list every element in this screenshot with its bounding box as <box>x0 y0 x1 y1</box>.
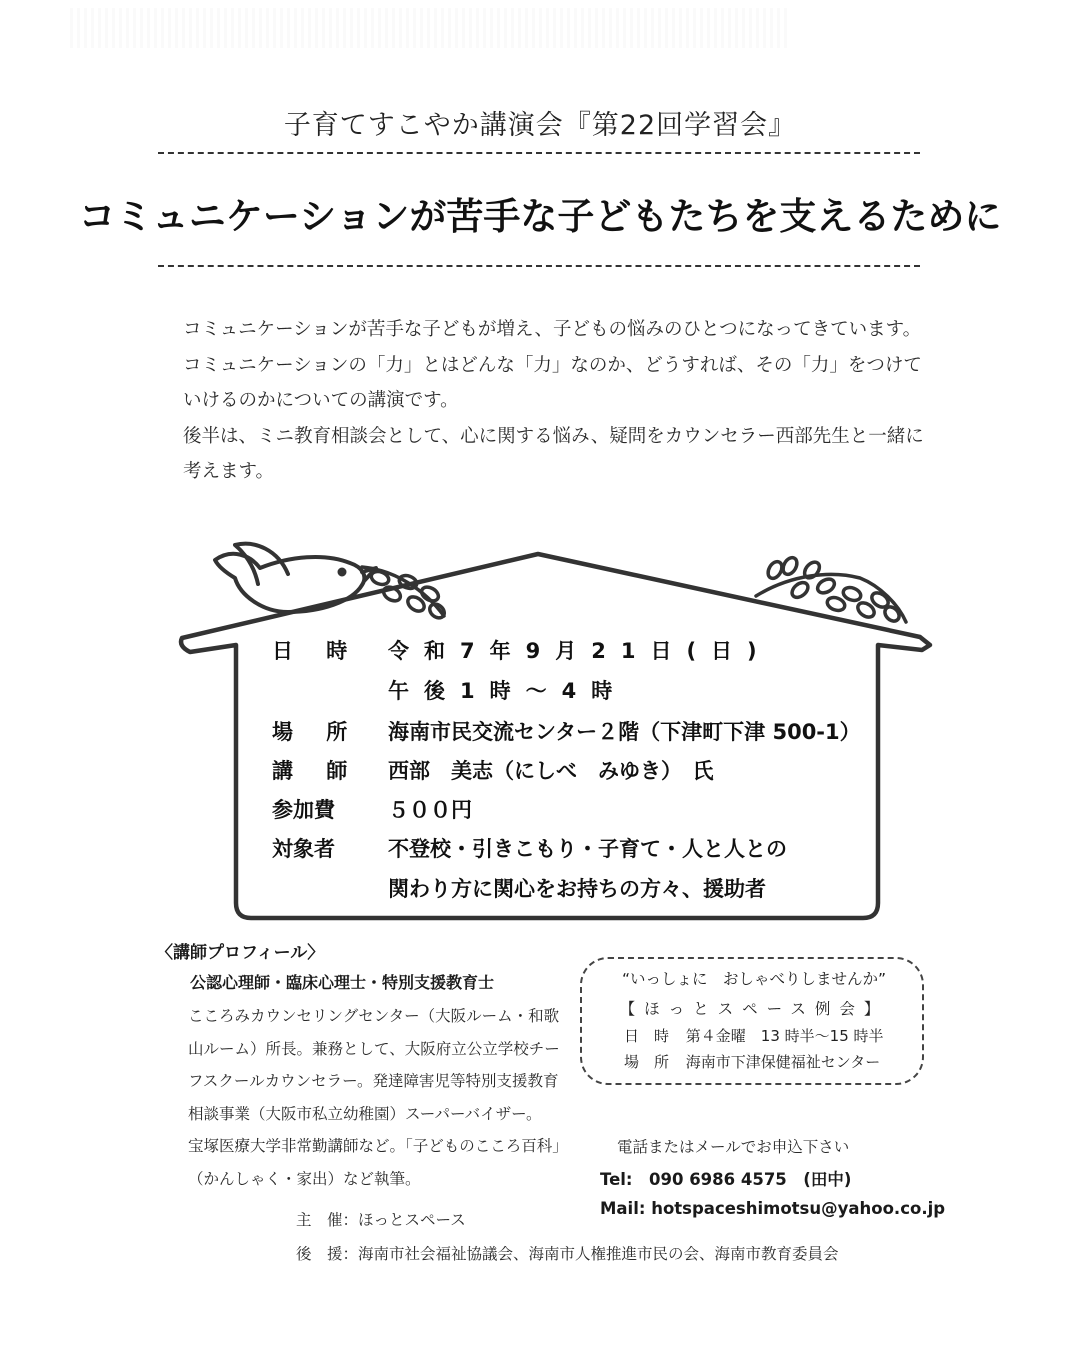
supporters: 後 援：海南市社会福祉協議会、海南市人権推進市民の会、海南市教育委員会 <box>296 1245 839 1263</box>
fee-value: ５００円 <box>388 798 472 822</box>
contact-intro: 電話またはメールでお申込下さい <box>617 1138 850 1156</box>
hotspace-meeting-box <box>580 957 924 1085</box>
divider-bottom <box>158 265 920 267</box>
organizer: 主 催：ほっとスペース <box>296 1211 466 1229</box>
target-value-line1: 不登校・引きこもり・子育て・人と人との <box>388 837 787 861</box>
target-value-line2: 関わり方に関心をお持ちの方々、援助者 <box>388 877 766 901</box>
intro-text <box>183 312 924 490</box>
intro-line: 考えます。 <box>183 461 275 482</box>
intro-line: 後半は、ミニ教育相談会として、心に関する悩み、疑問をカウンセラー西部先生と一緒に <box>183 425 924 447</box>
profile-line: こころみカウンセリングセンター（大阪ルーム・和歌 <box>188 1007 560 1025</box>
intro-line: コミュニケーションの「力」とはどんな「力」なのか、どうすれば、その「力」をつけて <box>183 354 922 376</box>
profile-line: 宝塚医療大学非常勤講師など。「子どものこころ百科」 <box>188 1137 568 1155</box>
page-title: コミュニケーションが苦手な子どもたちを支えるために <box>78 195 1002 238</box>
hotspace-tagline: “いっしょに おしゃべりしませんか” <box>621 970 887 988</box>
target-label: 対象者 <box>272 837 335 861</box>
hotspace-datetime-value: 第４金曜 13 時半～15 時半 <box>685 1027 884 1045</box>
profile-qualifications: 公認心理師・臨床心理士・特別支援教育士 <box>190 973 495 992</box>
date-value: 令和7年9月21日(日) <box>388 639 772 663</box>
scan-noise <box>70 8 790 48</box>
intro-line: いけるのかについての講演です。 <box>183 390 459 411</box>
profile-line: （かんしゃく・家出）など執筆。 <box>188 1169 421 1188</box>
profile-text <box>188 1000 573 1195</box>
profile-heading: 〈講師プロフィール〉 <box>156 943 325 963</box>
contact-tel: Tel: 090 6986 4575 (田中) <box>600 1170 852 1189</box>
hotspace-place-value: 海南市下津保健福祉センター <box>685 1053 881 1071</box>
time-value: 午後1時～4時 <box>388 679 628 703</box>
place-value: 海南市民交流センター２階（下津町下津 500-1） <box>388 720 861 744</box>
hotspace-name: 【ほっとスペース例会】 <box>619 1000 889 1018</box>
hotspace-datetime-label: 日 時 <box>624 1027 670 1045</box>
profile-line: フスクールカウンセラー。発達障害児等特別支援教育 <box>188 1072 559 1090</box>
lecturer-value: 西部 美志（にしべ みゆき） 氏 <box>388 759 714 783</box>
datetime-label: 日 時 <box>272 639 361 663</box>
contact-mail: Mail: hotspaceshimotsu@yahoo.co.jp <box>600 1199 946 1218</box>
profile-line: 山ルーム）所長。兼務として、大阪府立公立学校チー <box>188 1039 560 1058</box>
profile-line: 相談事業（大阪市私立幼稚園）スーパーバイザー。 <box>188 1104 542 1123</box>
place-label: 場 所 <box>272 720 361 744</box>
lecturer-label: 講 師 <box>272 759 361 783</box>
divider-top <box>158 152 920 154</box>
event-subtitle: 子育てすこやか講演会『第22回学習会』 <box>283 110 797 141</box>
intro-line: コミュニケーションが苦手な子どもが増え、子どもの悩みのひとつになってきています。 <box>183 319 922 340</box>
hotspace-place <box>624 1051 880 1072</box>
bird-icon <box>215 544 376 612</box>
fee-label: 参加費 <box>272 798 335 822</box>
hotspace-datetime <box>624 1025 884 1046</box>
wheat-sprig-right-icon <box>756 555 906 624</box>
hotspace-place-label: 場 所 <box>624 1053 670 1071</box>
